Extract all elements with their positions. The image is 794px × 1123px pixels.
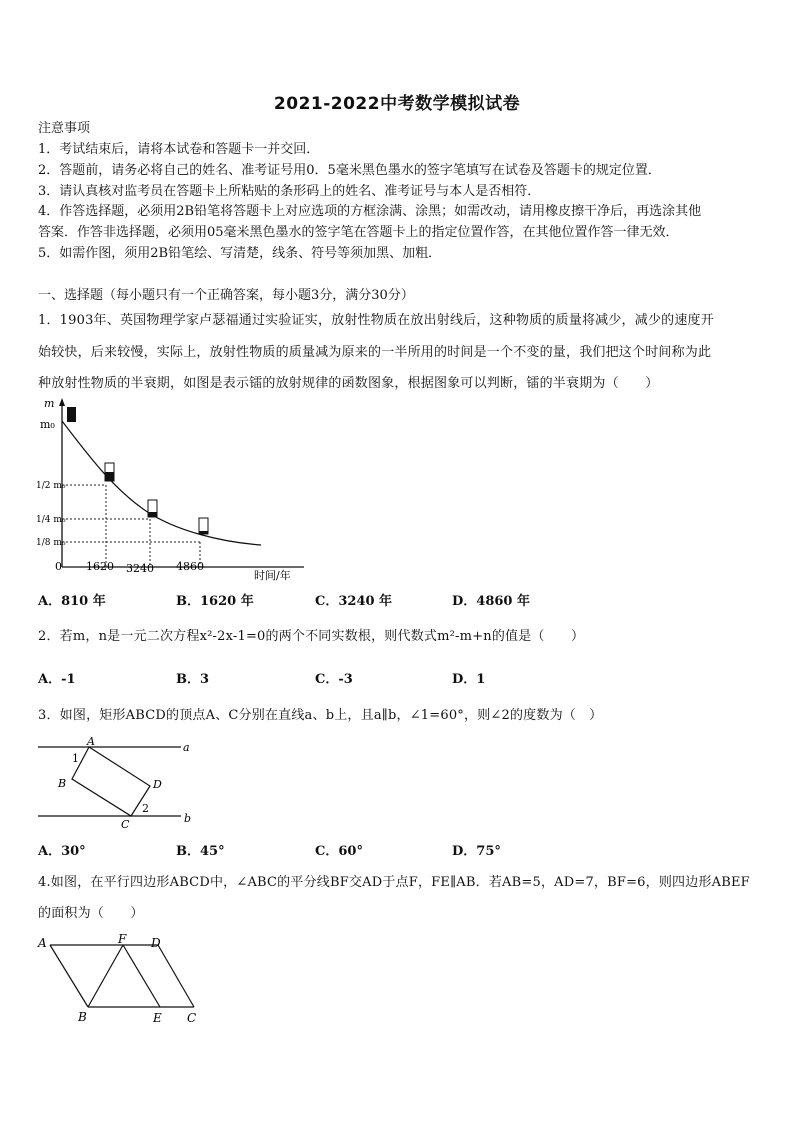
q1-option-c[interactable]: C．3240 年 bbox=[315, 594, 393, 609]
q3-rectangle-figure bbox=[36, 734, 198, 832]
q3-label-B: B bbox=[58, 777, 67, 790]
q2-option-b[interactable]: B．3 bbox=[176, 672, 210, 687]
q4-line-2: 的面积为（ ） bbox=[38, 906, 144, 921]
x-label-4860: 4860 bbox=[176, 560, 204, 573]
section-heading: 一、选择题（每小题只有一个正确答案，每小题3分，满分30分） bbox=[38, 288, 414, 303]
notice-item-1: 1．考试结束后，请将本试卷和答题卡一并交回． bbox=[38, 142, 320, 157]
q3-text: 3．如图，矩形ABCD的顶点A、C分别在直线a、b上，且a∥b，∠1=60°，则∠2的度数为（ ） bbox=[38, 708, 603, 723]
q1-line-3: 种放射性物质的半衰期，如图是表示镭的放射规律的函数图象，根据图象可以判断，镭的半衰期为（ ） bbox=[38, 376, 659, 391]
q1-option-b[interactable]: B．1620 年 bbox=[176, 594, 254, 609]
q4-line-1: 4.如图，在平行四边形ABCD中，∠ABC的平分线BF交AD于点F，FE∥AB．若AB=5，AD=7，BF=6，则四边形ABEF bbox=[38, 875, 750, 890]
q4-label-F: F bbox=[118, 933, 127, 946]
sample-box-quarter bbox=[148, 500, 157, 517]
y-label-half: 1/2 m₀ bbox=[36, 481, 66, 491]
q3-label-D: D bbox=[153, 778, 162, 791]
y-axis-label: m bbox=[44, 397, 55, 410]
q2-text: 2．若m，n是一元二次方程x²-2x-1=0的两个不同实数根，则代数式m²-m+n的值是（ ） bbox=[38, 629, 585, 644]
q2-option-c[interactable]: C．-3 bbox=[315, 672, 353, 687]
y-label-quarter: 1/4 m₀ bbox=[36, 515, 66, 525]
q1-option-d[interactable]: D．4860 年 bbox=[452, 594, 530, 609]
y-label-m0: m₀ bbox=[40, 418, 55, 431]
q3-option-d[interactable]: D．75° bbox=[452, 844, 501, 859]
q3-option-a[interactable]: A．30° bbox=[38, 844, 86, 859]
q1-line-2: 始较快，后来较慢，实际上，放射性物质的质量减为原来的一半所用的时间是一个不变的量，我们把这个时间称为此 bbox=[38, 345, 712, 360]
q4-label-E: E bbox=[153, 1011, 162, 1025]
x-label-1620: 1620 bbox=[86, 560, 114, 573]
q3-angle-1: 1 bbox=[72, 752, 79, 765]
notice-heading: 注意事项 bbox=[38, 121, 91, 136]
q3-label-C: C bbox=[121, 818, 130, 831]
q2-option-d[interactable]: D．1 bbox=[452, 672, 486, 687]
q4-label-B: B bbox=[78, 1010, 87, 1024]
sample-box-full bbox=[67, 407, 76, 422]
q2-option-a[interactable]: A．-1 bbox=[38, 672, 76, 687]
q4-label-D: D bbox=[151, 936, 161, 950]
q1-option-a[interactable]: A．810 年 bbox=[38, 594, 106, 609]
q4-label-C: C bbox=[187, 1011, 197, 1025]
notice-item-3: 3．请认真核对监考员在答题卡上所粘贴的条形码上的姓名、准考证号与本人是否相符． bbox=[38, 184, 541, 199]
x-label-0: 0 bbox=[55, 560, 62, 573]
notice-item-2: 2．答题前，请务必将自己的姓名、准考证号用0．5毫米黑色墨水的签字笔填写在试卷及答题卡的规定位置． bbox=[38, 163, 661, 178]
q3-angle-2: 2 bbox=[142, 802, 149, 815]
q3-option-b[interactable]: B．45° bbox=[176, 844, 225, 859]
notice-item-4: 4．作答选择题，必须用2B铅笔将答题卡上对应选项的方框涂满、涂黑；如需改动，请用橡皮擦干净后，再选涂其他 bbox=[38, 204, 702, 219]
q4-parallelogram-figure bbox=[36, 933, 202, 1027]
sample-box-half bbox=[105, 463, 114, 481]
x-axis-label: 时间/年 bbox=[254, 569, 291, 582]
q3-label-b: b bbox=[184, 812, 192, 825]
q3-label-a: a bbox=[183, 741, 190, 754]
q1-decay-graph bbox=[36, 397, 308, 585]
q3-option-c[interactable]: C．60° bbox=[315, 844, 363, 859]
y-label-eighth: 1/8 m₀ bbox=[36, 538, 66, 548]
notice-item-5: 5．如需作图，须用2B铅笔绘、写清楚，线条、符号等须加黑、加粗． bbox=[38, 246, 442, 261]
q4-label-A: A bbox=[38, 936, 47, 950]
x-label-3240: 3240 bbox=[126, 562, 154, 575]
exam-title: 2021-2022中考数学模拟试卷 bbox=[273, 94, 521, 114]
notice-item-4-cont: 答案．作答非选择题，必须用05毫米黑色墨水的签字笔在答题卡上的指定位置作答，在其他位置作答一律无效． bbox=[38, 225, 679, 240]
q1-line-1: 1．1903年、英国物理学家卢瑟福通过实验证实，放射性物质在放出射线后，这种物质的质量将减少，减少的速度开 bbox=[38, 313, 714, 328]
q3-label-A: A bbox=[87, 735, 95, 748]
sample-box-eighth bbox=[199, 518, 208, 534]
